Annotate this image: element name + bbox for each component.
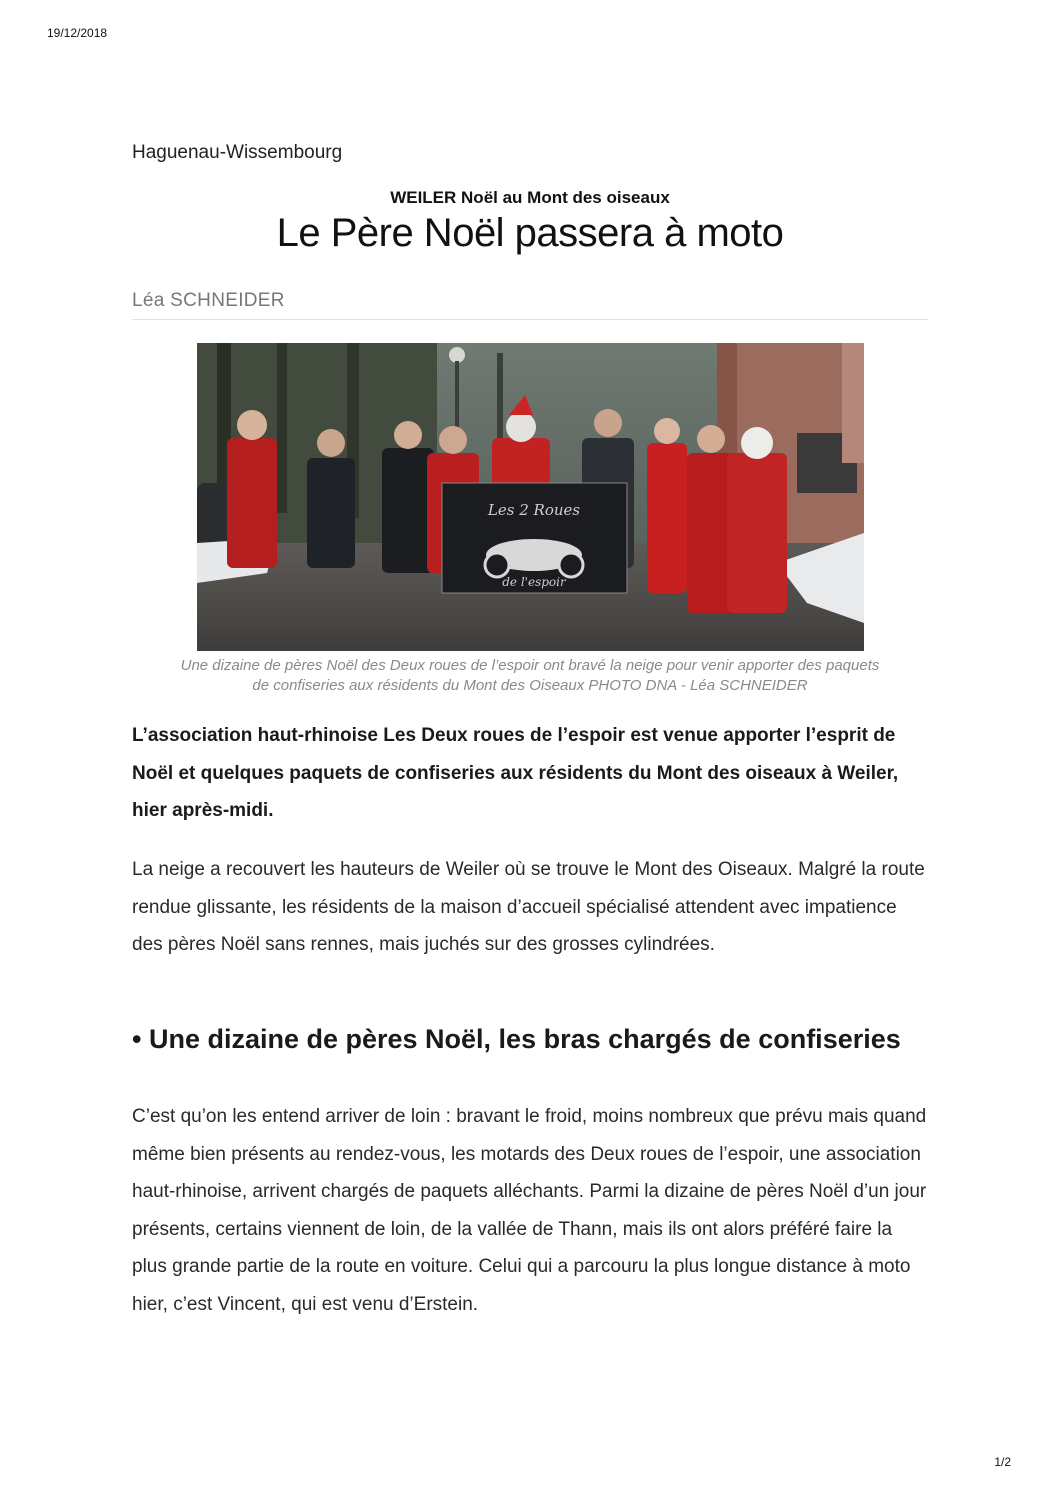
print-date: 19/12/2018 bbox=[47, 26, 108, 40]
caption-line-2: de confiseries aux résidents du Mont des Oiseaux PHOTO DNA - Léa SCHNEIDER bbox=[252, 677, 808, 694]
banner-title: Les 2 Roues bbox=[487, 501, 581, 519]
author-byline[interactable]: Léa SCHNEIDER bbox=[132, 290, 285, 311]
photo-banner bbox=[442, 483, 627, 593]
subheading: • Une dizaine de pères Noël, les bras chargés de confiseries bbox=[132, 1024, 901, 1054]
photo-illustration bbox=[197, 343, 864, 651]
article-photo[interactable] bbox=[197, 343, 864, 651]
body-paragraph-1: La neige a recouvert les hauteurs de Weiler où se trouve le Mont des Oiseaux. Malgré la route rendue glissante, les résidents de la maison d’accueil spécialisé attendent avec impatience des pères Noël sans rennes, mais juchés sur des grosses cylindrées. bbox=[132, 859, 925, 955]
banner-subtitle: de l'espoir bbox=[502, 575, 566, 589]
photo-caption bbox=[132, 656, 928, 696]
headline: Le Père Noël passera à moto bbox=[276, 211, 784, 255]
kicker bbox=[132, 188, 928, 208]
caption-line-1: Une dizaine de pères Noël des Deux roues de l’espoir ont bravé la neige pour venir apporter des paquets bbox=[180, 657, 880, 674]
lead-paragraph: L’association haut-rhinoise Les Deux roues de l’espoir est venue apporter l’esprit de Noël et quelques paquets de confiseries aux résidents du Mont des oiseaux à Weiler, hier après-midi. bbox=[132, 725, 899, 821]
section-name[interactable]: Haguenau-Wissembourg bbox=[132, 142, 343, 163]
kicker-text: Noël au Mont des oiseaux bbox=[461, 188, 670, 207]
byline-divider bbox=[132, 319, 928, 320]
page-number: 1/2 bbox=[994, 1455, 1011, 1469]
body-paragraph-2: C’est qu’on les entend arriver de loin : bravant le froid, moins nombreux que prévu mais quand même bien présents au rendez-vous, les motards des Deux roues de l’espoir, une association haut-rhinoise, arrivent chargés de paquets alléchants. Parmi la dizaine de pères Noël d’un jour présents, certains viennent de loin, de la vallée de Thann, mais ils ont alors préféré faire la plus grande partie de la route en voiture. Celui qui a parcouru la plus longue distance à moto hier, c’est Vincent, qui est venu d’Erstein. bbox=[132, 1106, 927, 1315]
kicker-place: WEILER bbox=[390, 188, 457, 207]
